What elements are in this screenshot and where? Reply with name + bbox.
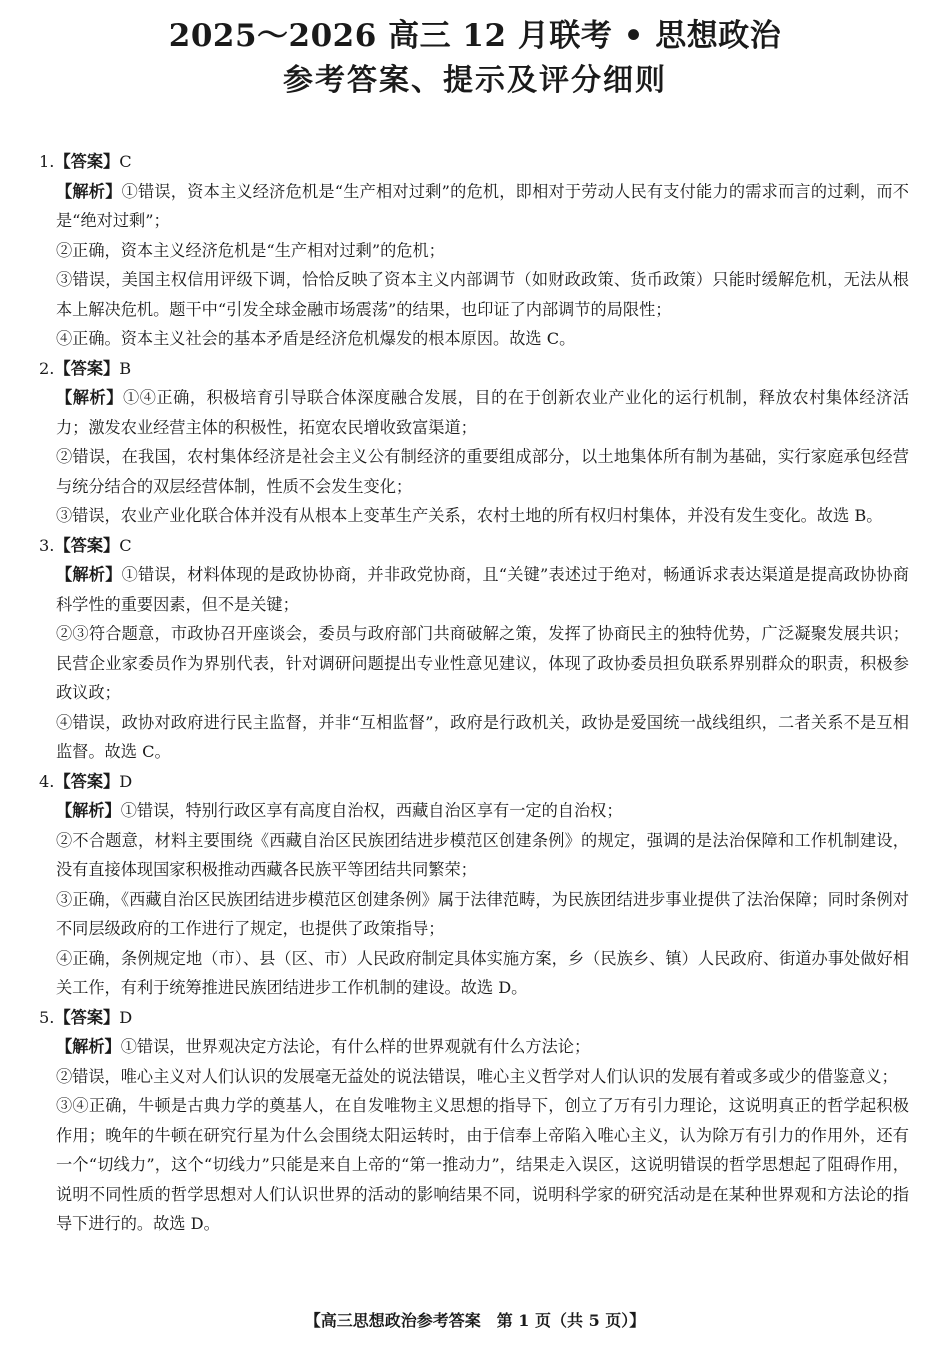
analysis-label: 【解析】 bbox=[56, 181, 122, 201]
analysis-text: ②错误，在我国，农村集体经济是社会主义公有制经济的重要组成部分，以土地集体所有制为基础，实行家庭承包经营与统分结合的双层经营体制，性质不会发生变化； bbox=[56, 447, 909, 496]
question-number: 1. bbox=[39, 152, 55, 171]
question-number: 5. bbox=[39, 1007, 55, 1027]
question-block bbox=[39, 147, 909, 354]
question-answer-line bbox=[39, 1003, 909, 1033]
analysis-paragraph bbox=[39, 1091, 909, 1239]
analysis-paragraph bbox=[39, 383, 909, 442]
answer-choice: C bbox=[119, 535, 132, 555]
analysis-paragraph bbox=[39, 560, 909, 619]
answer-choice: D bbox=[119, 771, 133, 791]
answer-choice: C bbox=[119, 152, 132, 171]
analysis-text: ③错误，美国主权信用评级下调，恰恰反映了资本主义内部调节（如财政政策、货币政策）只能时缓解危机，无法从根本上解决危机。题干中“引发全球金融市场震荡”的结果，也印证了内部调节的局限性； bbox=[56, 270, 909, 319]
analysis-paragraph bbox=[39, 177, 909, 236]
analysis-paragraph bbox=[39, 944, 909, 1003]
question-block bbox=[39, 1003, 909, 1239]
question-answer-line bbox=[39, 354, 909, 384]
analysis-label: 【解析】 bbox=[56, 801, 121, 820]
analysis-paragraph bbox=[39, 324, 909, 354]
question-block bbox=[39, 767, 909, 1003]
answer-label: 【答案】 bbox=[54, 152, 120, 171]
analysis-paragraph bbox=[39, 1032, 909, 1062]
question-answer-line bbox=[39, 767, 909, 797]
answer-list bbox=[39, 147, 909, 1239]
document-subtitle: 参考答案、提示及评分细则 bbox=[283, 63, 667, 98]
document-title: 2025～2026 高三 12 月联考 • 思想政治 bbox=[168, 18, 782, 54]
analysis-label: 【解析】 bbox=[56, 1037, 121, 1056]
analysis-text: ④错误，政协对政府进行民主监督，并非“互相监督”，政府是行政机关，政协是爱国统一战线组织，二者关系不是互相监督。故选 C。 bbox=[56, 712, 909, 761]
analysis-text: ①错误，特别行政区享有高度自治权，西藏自治区享有一定的自治权； bbox=[120, 801, 623, 820]
analysis-text: ④正确，条例规定地（市）、县（区、市）人民政府制定具体实施方案，乡（民族乡、镇）人民政府、街道办事处做好相关工作，有利于统筹推进民族团结进步工作机制的建设。故选 D。 bbox=[56, 948, 909, 997]
page-footer: 【高三思想政治参考答案 第 1 页（共 5 页）】 bbox=[304, 1311, 646, 1330]
analysis-paragraph bbox=[39, 826, 909, 885]
answer-label: 【答案】 bbox=[54, 535, 120, 555]
answer-label: 【答案】 bbox=[54, 771, 120, 791]
question-number: 2. bbox=[39, 358, 55, 378]
analysis-text: ③错误，农业产业化联合体并没有从根本上变革生产关系，农村土地的所有权归村集体，并没有发生变化。故选 B。 bbox=[56, 506, 883, 525]
answer-choice: D bbox=[119, 1007, 133, 1027]
analysis-paragraph bbox=[39, 501, 909, 531]
analysis-paragraph bbox=[39, 265, 909, 324]
question-answer-line bbox=[39, 531, 909, 561]
analysis-label: 【解析】 bbox=[56, 565, 122, 584]
answer-choice: B bbox=[119, 358, 132, 378]
analysis-text: ①错误，世界观决定方法论，有什么样的世界观就有什么方法论； bbox=[120, 1037, 591, 1056]
analysis-paragraph bbox=[39, 236, 909, 266]
analysis-text: ②③符合题意，市政协召开座谈会，委员与政府部门共商破解之策，发挥了协商民主的独特优势，广泛凝聚发展共识；民营企业家委员作为界别代表，针对调研问题提出专业性意见建议，体现了政协委员担负联系界别群众的职责，积极参政议政； bbox=[56, 624, 909, 702]
question-number: 4. bbox=[39, 771, 55, 791]
answer-label: 【答案】 bbox=[54, 1007, 120, 1027]
analysis-text: ②错误，唯心主义对人们认识的发展毫无益处的说法错误，唯心主义哲学对人们认识的发展有着或多或少的借鉴意义； bbox=[56, 1066, 898, 1086]
analysis-text: ③④正确，牛顿是古典力学的奠基人，在自发唯物主义思想的指导下，创立了万有引力理论，这说明真正的哲学起积极作用；晚年的牛顿在研究行星为什么会围绕太阳运转时，由于信奉上帝陷入唯心主义，认为除万有引力的作用外，还有一个“切线力”，这个“切线力”只能是来自上帝的“第一推动力”，结果走入误区，这说明错误的哲学思想起了阻碍作用，说明不同性质的哲学思想对人们认识世界的活动的影响结果不同，说明科学家的研究活动是在某种世界观和方法论的指导下进行的。故选 D。 bbox=[56, 1096, 909, 1233]
question-block bbox=[39, 531, 909, 767]
analysis-text: ①错误，资本主义经济危机是“生产相对过剩”的危机，即相对于劳动人民有支付能力的需求而言的过剩，而不是“绝对过剩”； bbox=[56, 181, 909, 230]
analysis-paragraph bbox=[39, 1062, 909, 1092]
question-number: 3. bbox=[39, 535, 55, 555]
analysis-text: ④正确。资本主义社会的基本矛盾是经济危机爆发的根本原因。故选 C。 bbox=[56, 329, 576, 348]
answer-label: 【答案】 bbox=[54, 358, 120, 378]
analysis-text: ②不合题意，材料主要围绕《西藏自治区民族团结进步模范区创建条例》的规定，强调的是法治保障和工作机制建设，没有直接体现国家积极推动西藏各民族平等团结共同繁荣； bbox=[56, 830, 909, 879]
analysis-text: ③正确，《西藏自治区民族团结进步模范区创建条例》属于法律范畴，为民族团结进步事业提供了法治保障；同时条例对不同层级政府的工作进行了规定，也提供了政策指导； bbox=[56, 889, 909, 938]
analysis-paragraph bbox=[39, 885, 909, 944]
analysis-paragraph bbox=[39, 442, 909, 501]
analysis-text: ②正确，资本主义经济危机是“生产相对过剩”的危机； bbox=[56, 240, 445, 260]
question-answer-line bbox=[39, 147, 909, 177]
analysis-text: ①错误，材料体现的是政协协商，并非政党协商，且“关键”表述过于绝对，畅通诉求表达渠道是提高政协协商科学性的重要因素，但不是关键； bbox=[56, 565, 909, 614]
question-block bbox=[39, 354, 909, 531]
analysis-paragraph bbox=[39, 619, 909, 708]
analysis-label: 【解析】 bbox=[56, 388, 123, 407]
analysis-paragraph bbox=[39, 708, 909, 767]
analysis-text: ①④正确，积极培育引导联合体深度融合发展，目的在于创新农业产业化的运行机制，释放农村集体经济活力；激发农业经营主体的积极性，拓宽农民增收致富渠道； bbox=[56, 388, 910, 437]
analysis-paragraph bbox=[39, 796, 909, 826]
